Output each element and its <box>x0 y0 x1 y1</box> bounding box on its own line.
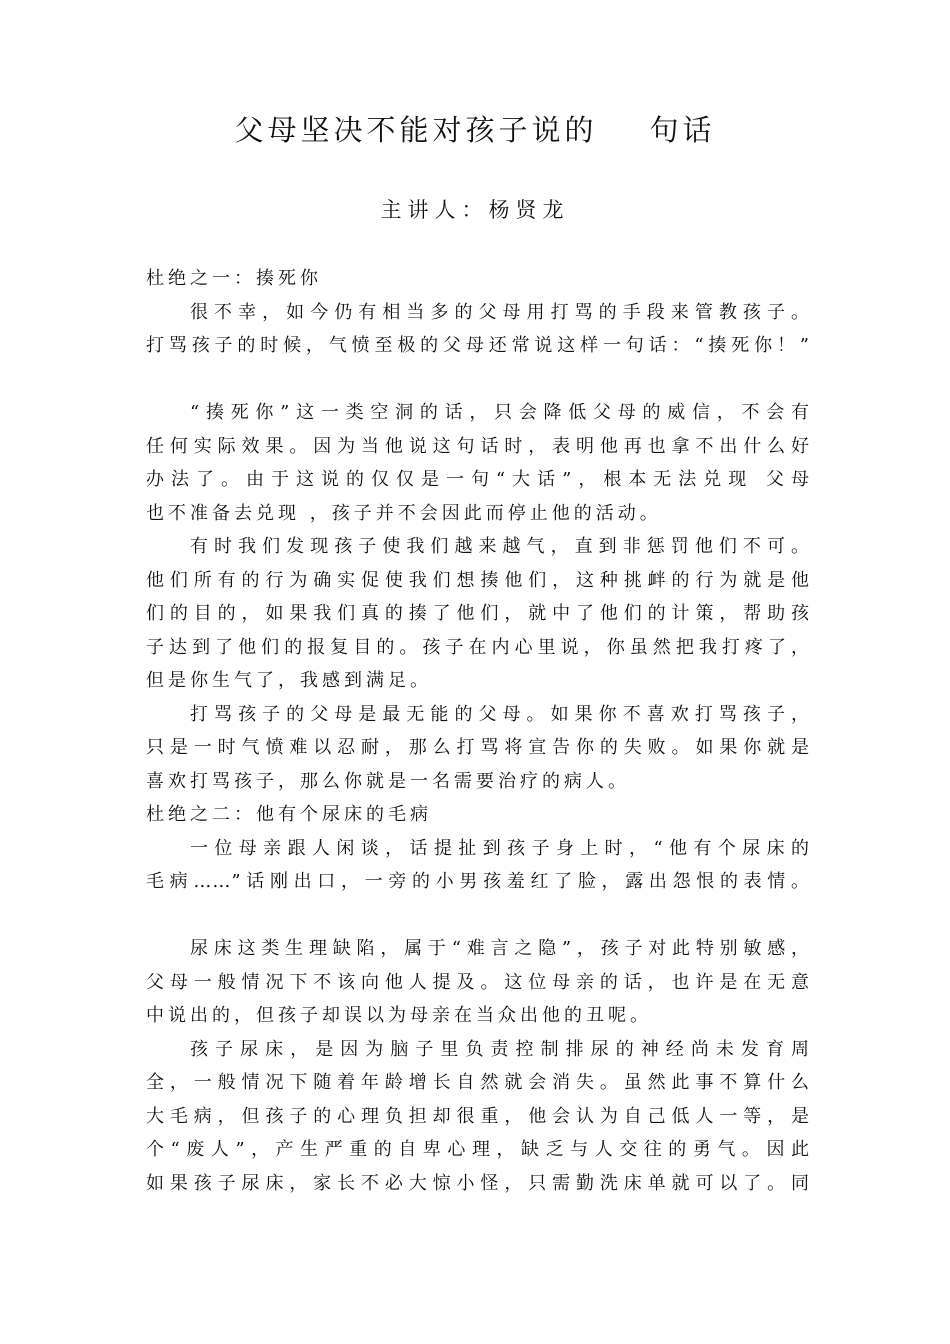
paragraph-first-line: 打骂孩子的父母是最无能的父母。如果你不喜欢打骂孩子， <box>190 703 810 725</box>
paragraph-first-line: 孩子尿床，是因为脑子里负责控制排尿的神经尚未发育周 <box>190 1038 810 1060</box>
section-heading: 杜绝之一：揍死你 <box>146 268 322 289</box>
paragraph-first-line: 很不幸，如今仍有相当多的父母用打骂的手段来管教孩子。 <box>190 301 810 323</box>
document-subtitle: 主讲人：杨贤龙 <box>380 198 570 222</box>
text-line: 任何实际效果。因为当他说这句话时，表明他再也拿不出什么好 <box>146 435 810 457</box>
text-line: 如果孩子尿床，家长不必大惊小怪，只需勤洗床单就可以了。同 <box>146 1172 810 1194</box>
text-line: 也不准备去兑现 ，孩子并不会因此而停止他的活动。 <box>146 502 662 524</box>
paragraph-first-line: 一位母亲跟人闲谈，话提扯到孩子身上时，“他有个尿床的 <box>190 837 810 859</box>
text-line: 中说出的，但孩子却误以为母亲在当众出他的丑呢。 <box>146 1005 652 1026</box>
text-line: 只是一时气愤难以忍耐，那么打骂将宣告你的失败。如果你就是 <box>146 737 810 758</box>
text-line: 子达到了他们的报复目的。孩子在内心里说，你虽然把我打疼了， <box>146 636 810 658</box>
text-line: 们的目的，如果我们真的揍了他们，就中了他们的计策，帮助孩 <box>146 603 810 624</box>
blank-line <box>146 899 810 933</box>
document-body <box>146 262 810 1200</box>
document-title-part2: 句话 <box>649 113 716 147</box>
text-line: 毛病……”话刚出口，一旁的小男孩羞红了脸，露出怨恨的表情。 <box>146 871 810 892</box>
document-title-part1: 父母坚决不能对孩子说的 <box>234 113 598 147</box>
section-heading: 杜绝之二：他有个尿床的毛病 <box>146 804 432 825</box>
text-line: 打骂孩子的时候，气愤至极的父母还常说这样一句话：“揍死你！” <box>146 335 810 356</box>
paragraph-first-line: 尿床这类生理缺陷，属于“难言之隐”，孩子对此特别敏感， <box>190 938 810 959</box>
text-line: 父母一般情况下不该向他人提及。这位母亲的话，也许是在无意 <box>146 971 810 993</box>
paragraph-first-line: “揍死你”这一类空洞的话，只会降低父母的威信，不会有 <box>190 402 810 423</box>
document-title <box>0 108 950 149</box>
text-line: 喜欢打骂孩子，那么你就是一名需要治疗的病人。 <box>146 770 630 792</box>
paragraph-first-line: 有时我们发现孩子使我们越来越气，直到非惩罚他们不可。 <box>190 536 810 557</box>
text-line: 办法了。由于这说的仅仅是一句“大话”，根本无法兑现 父母 <box>146 469 810 490</box>
text-line: 大毛病，但孩子的心理负担却很重，他会认为自己低人一等，是 <box>146 1105 810 1127</box>
text-line: 但是你生气了，我感到满足。 <box>146 670 432 691</box>
text-line: 全，一般情况下随着年龄增长自然就会消失。虽然此事不算什么 <box>146 1072 810 1093</box>
text-line: 个“废人”，产生严重的自卑心理，缺乏与人交往的勇气。因此 <box>146 1139 810 1160</box>
text-line: 他们所有的行为确实促使我们想揍他们，这种挑衅的行为就是他 <box>146 569 810 591</box>
blank-line <box>146 363 810 397</box>
